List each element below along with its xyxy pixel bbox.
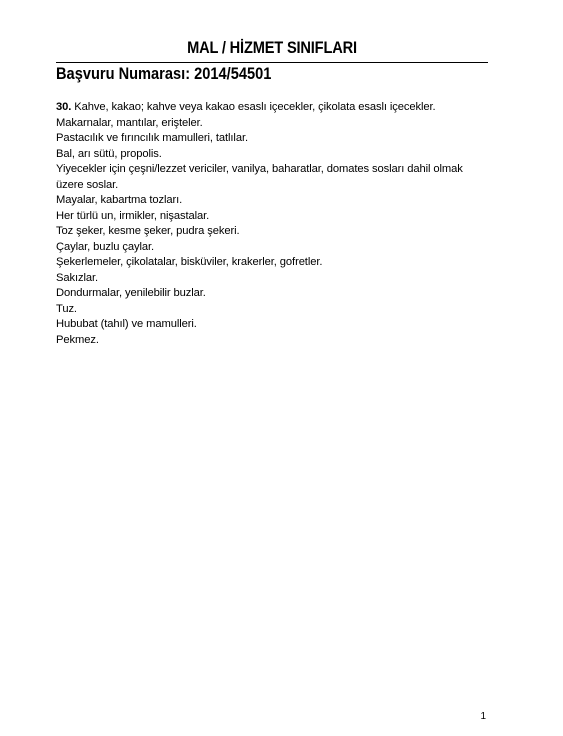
goods-line (56, 100, 496, 116)
goods-line: Toz şeker, kesme şeker, pudra şekeri. (56, 225, 240, 237)
goods-line: Şekerlemeler, çikolatalar, bisküviler, krakerler, gofretler. (56, 256, 323, 268)
page-number: 1 (480, 711, 486, 722)
class-number: 30. (56, 101, 72, 113)
application-number: Başvuru Numarası: 2014/54501 (56, 64, 272, 83)
goods-line: üzere soslar. (56, 178, 119, 191)
goods-line: Pastacılık ve fırıncılık mamulleri, tatlılar. (56, 132, 248, 144)
goods-list (56, 100, 496, 348)
goods-line: Bal, arı sütü, propolis. (56, 147, 162, 160)
goods-line: Makarnalar, mantılar, erişteler. (56, 116, 203, 129)
goods-line: Dondurmalar, yenilebilir buzlar. (56, 287, 206, 299)
goods-line: Her türlü un, irmikler, nişastalar. (56, 209, 210, 222)
goods-line-text: Kahve, kakao; kahve veya kakao esaslı içecekler, çikolata esaslı içecekler. (71, 101, 436, 113)
goods-line: Yiyecekler için çeşni/lezzet vericiler, vanilya, baharatlar, domates sosları dahil olmak (56, 163, 463, 175)
goods-line: Mayalar, kabartma tozları. (56, 194, 183, 206)
goods-line: Tuz. (56, 302, 77, 315)
goods-line: Çaylar, buzlu çaylar. (56, 240, 155, 253)
goods-line: Hububat (tahıl) ve mamulleri. (56, 318, 197, 330)
goods-line: Pekmez. (56, 333, 99, 346)
title-divider (56, 62, 488, 63)
goods-line: Sakızlar. (56, 271, 99, 284)
page-title: MAL / HİZMET SINIFLARI (187, 38, 357, 57)
